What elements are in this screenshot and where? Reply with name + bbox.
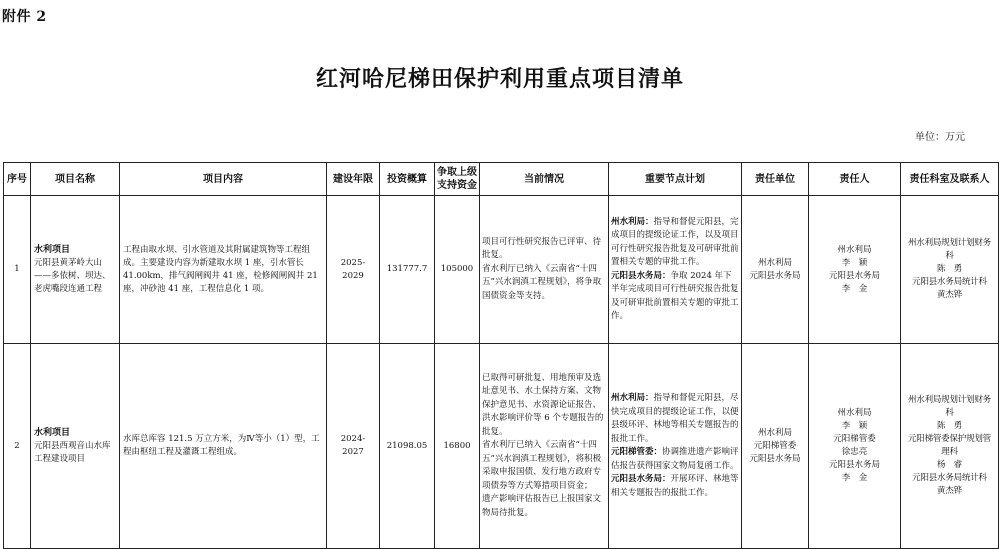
person-item: 徐忠亮 xyxy=(841,447,868,457)
project-type: 水利项目 xyxy=(34,244,71,255)
person-item: 李 颖 xyxy=(841,421,868,431)
table-row xyxy=(4,196,999,344)
page-title: 红河哈尼梯田保护利用重点项目清单 xyxy=(315,66,684,92)
person-item: 元阳梯管委 xyxy=(833,434,876,444)
table-header-row xyxy=(4,163,999,196)
current-status: 项目可行性研究报告已评审、待批复。 省水利厅已纳入《云南省“十四五”兴水润滇工程规划》，将争取国债资金等支持。 xyxy=(480,196,609,344)
header-support: 争取上级支持资金 xyxy=(435,163,480,196)
project-name-cell xyxy=(31,344,120,549)
build-years: 2024-2027 xyxy=(327,344,380,549)
person-item: 元阳县水务局 xyxy=(828,460,880,470)
person-item: 李 颖 xyxy=(841,257,868,268)
plan-text: 争取 2024 年下半年完成项目可行性研究报告批复及可研审批前置相关专题的审批工作。 xyxy=(611,270,739,321)
contact-item: 元阳县水务局统计科 xyxy=(912,277,987,287)
plan-text: 指导和督促元阳县，尽快完成项目的提级论证工作，以便县级环评、林地等相关专题报告的报批工作。 xyxy=(611,393,739,444)
person-item: 州水利局 xyxy=(837,244,872,255)
responsible-contacts xyxy=(901,344,999,549)
plan-text: 指导和督促元阳县，完成项目的提级论证工作，以及项目可行性研究报告批复及可研审批前置相关专题的审批工作。 xyxy=(611,216,739,267)
contact-item: 陈 勇 xyxy=(937,264,962,274)
plan-item xyxy=(611,446,739,473)
header-years: 建设年限 xyxy=(327,163,380,196)
person-item: 元阳县水务局 xyxy=(828,270,880,281)
project-name: 元阳县西观音山水库工程建设项目 xyxy=(34,440,111,464)
contact-item: 黄杰铧 xyxy=(937,486,962,496)
plan-item xyxy=(611,216,739,270)
project-name-cell xyxy=(31,196,120,344)
plan-item xyxy=(611,270,739,324)
investment: 131777.7 xyxy=(380,196,435,344)
attachment-label: 附件 2 xyxy=(2,9,47,25)
plan-item xyxy=(611,392,739,446)
contact-item: 州水利局规划计划财务科 xyxy=(907,238,991,261)
unit-item: 元阳县水务局 xyxy=(749,453,801,464)
plan-text: 协调推进遗产影响评估报告获得国家文物局复函工作。 xyxy=(611,447,739,471)
plan-owner: 元阳县水务局： xyxy=(611,474,671,484)
person-item: 州水利局 xyxy=(837,408,872,418)
responsible-units xyxy=(742,196,809,344)
header-project-name: 项目名称 xyxy=(31,163,120,196)
project-name: 元阳县黄茅岭大山——多依树、坝达、老虎嘴段连通工程 xyxy=(34,257,111,294)
header-content: 项目内容 xyxy=(120,163,327,196)
plan-owner: 州水利局： xyxy=(611,393,654,403)
plan-owner: 元阳县水务局： xyxy=(611,270,671,281)
responsible-persons xyxy=(809,344,901,549)
header-investment: 投资概算 xyxy=(380,163,435,196)
contact-item: 州水利局规划计划财务科 xyxy=(907,395,991,418)
project-content: 水库总库容 121.5 万立方米，为Ⅳ等小（1）型，工程由枢纽工程及灌溉工程组成。 xyxy=(120,344,327,549)
header-persons: 责任人 xyxy=(809,163,901,196)
plan-item xyxy=(611,473,739,500)
responsible-contacts xyxy=(901,196,999,344)
support-funds: 105000 xyxy=(435,196,480,344)
responsible-persons xyxy=(809,196,901,344)
node-plan xyxy=(609,344,742,549)
node-plan xyxy=(609,196,742,344)
header-no: 序号 xyxy=(4,163,31,196)
contact-item: 黄杰铧 xyxy=(937,290,962,300)
row-number: 2 xyxy=(4,344,31,549)
support-funds: 16800 xyxy=(435,344,480,549)
plan-text: 开展环评、林地等相关专题报告的报批工作。 xyxy=(611,474,739,498)
header-status: 当前情况 xyxy=(480,163,609,196)
header-units: 责任单位 xyxy=(742,163,809,196)
unit-label: 单位：万元 xyxy=(915,132,965,143)
current-status: 已取得可研批复、用地预审及选址意见书、水土保持方案、文物保护意见书、水资源论证报告、洪水影响评价等 6 个专题报告的批复。 省水利厅已纳入《云南省“十四五”兴水润滇工程规划》，将积极采取申报国债、发行地方政府专项债券等方式筹措项目资金； 遗产影响评估报告已上报国家文物局待批复。 xyxy=(480,344,609,549)
unit-item: 元阳梯管委 xyxy=(753,440,797,451)
unit-item: 元阳县水务局 xyxy=(749,270,801,281)
contact-item: 杨 睿 xyxy=(937,460,962,470)
build-years: 2025-2029 xyxy=(327,196,380,344)
project-content: 工程由取水坝、引水管道及其附属建筑物等工程组成。主要建设内容为新建取水坝 1 座，引水管长 41.00km，排气阀闸阀井 41 座，检修阀闸阀井 21 座，冲砂池 41 座，工程信息化 1 项。 xyxy=(120,196,327,344)
plan-owner: 元阳梯管委： xyxy=(611,447,663,457)
investment: 21098.05 xyxy=(380,344,435,549)
unit-item: 州水利局 xyxy=(757,257,792,268)
table-row xyxy=(4,344,999,549)
project-table xyxy=(3,162,999,549)
person-item: 李 金 xyxy=(841,473,868,483)
header-contacts: 责任科室及联系人 xyxy=(901,163,999,196)
person-item: 李 金 xyxy=(841,283,868,294)
row-number: 1 xyxy=(4,196,31,344)
contact-item: 陈 勇 xyxy=(937,421,962,431)
header-plan: 重要节点计划 xyxy=(609,163,742,196)
contact-item: 元阳县水务局统计科 xyxy=(912,473,987,483)
plan-owner: 州水利局： xyxy=(611,216,654,227)
responsible-units xyxy=(742,344,809,549)
contact-item: 元阳梯管委保护规划管理科 xyxy=(907,434,991,457)
unit-item: 州水利局 xyxy=(757,427,792,438)
project-type: 水利项目 xyxy=(34,427,71,438)
